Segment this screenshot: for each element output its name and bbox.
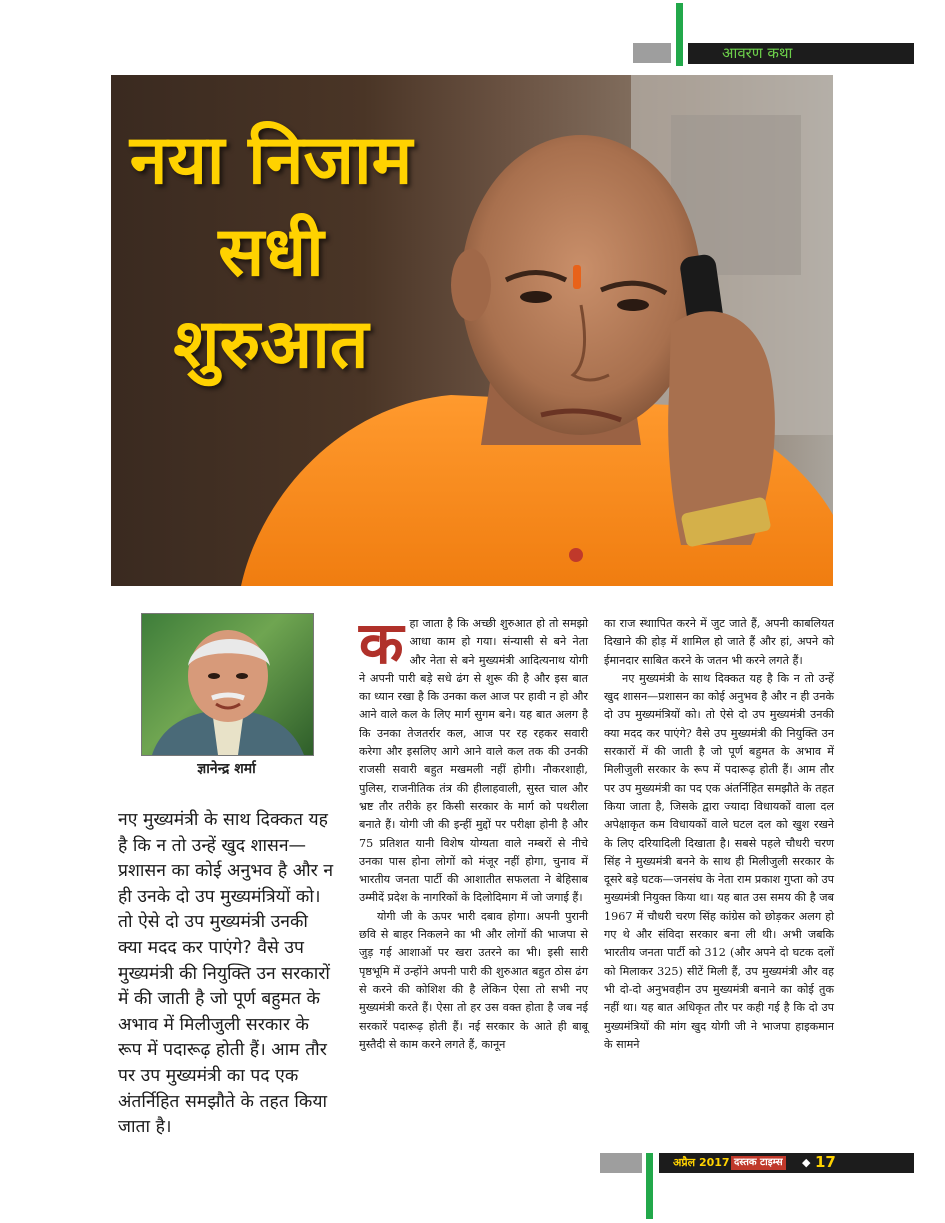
article-paragraph: नए मुख्यमंत्री के साथ दिक्कत यह है कि न तो उन्हें खुद शासन—प्रशासन का कोई अनुभव है और न ही उनके दो उप मुख्यमंत्रियों को। तो ऐसे दो उप मुख्यमंत्री उनकी क्या मदद कर पाएंगे? वैसे उप मुख्यमंत्री की नियुक्ति उन सरकारों में की जाती है जो पूर्ण बहुमत के अभाव में मिलीजुली सरकार के रूप में पदारूढ़ होती हैं। आम तौर पर उप मुख्यमंत्री का पद एक अंतर्निहित समझौते के तहत किया जाता है, जिसके द्वारा ज्यादा विधायकों वाला दल अपेक्षाकृत कम विधायकों वाले घटल दल को खुश रखने के लिए दरियादिली दिखाता है। सबसे पहले चौधरी चरण सिंह ने मुख्यमंत्री बनने के साथ ही मिलीजुली सरकार के दूसरे बड़े घटक—जनसंघ के नेता राम प्रकाश गुप्ता को उप मुख्यमंत्री नियुक्त किया था। यह बात उस समय की है जब 1967 में चौधरी चरण सिंह कांग्रेस को छोड़कर अलग हो गए थे और संविदा सरकार बना ली थी। अभी जबकि भारतीय जनता पार्टी को 312 (और अपने दो घटक दलों को मिलाकर 325) सीटें मिली हैं, उप मुख्यमंत्री और वह भी दो-दो अनुभवहीन उप मुख्यमंत्री बनाने का कोई तुक नहीं था। यह बात अधिकृत तौर पर कही गई है कि दो उप मुख्यमंत्रियों की मांग खुद योगी जी ने भाजपा हाइकमान के सामने [604, 671, 834, 1051]
header-gray-block [633, 43, 671, 63]
footer-gray-block [600, 1153, 642, 1173]
author-photo [141, 613, 314, 756]
article-column-1 [359, 609, 588, 1054]
article-paragraph: का राज स्थाापित करने में जुट जाते हैं, अपनी काबलियत दिखाने की होड़ में शामिल हो जाते हैं और हां, अपने को ईमानदार साबित करने के जतन भी करने लगते हैं। [604, 617, 834, 667]
header-green-rule [676, 3, 683, 66]
author-name: ज्ञानेन्द्र शर्मा [197, 761, 256, 777]
headline-line-2: सधी [218, 213, 324, 292]
footer-bar [659, 1153, 914, 1173]
drop-cap: क [359, 609, 404, 677]
article-column-2 [604, 615, 834, 1054]
section-header-bar [688, 43, 914, 64]
issue-month: अप्रैल 2017 [673, 1156, 730, 1169]
section-label: आवरण कथा [722, 44, 793, 62]
hero-photo [111, 75, 833, 586]
headline-line-1: नया निजाम [129, 121, 413, 200]
article-paragraph: हा जाता है कि अच्छी शुरुआत हो तो समझो आधा काम हो गया। संन्यासी से बने नेता और नेता से बने मुख्यमंत्री आदित्यनाथ योगी ने अपनी पारी बड़े सधे ढंग से शुरू की है और इस बात का ध्यान रखा है कि उनका कल आज पर हावी न हो और आने वाले कल के लिए मार्ग सुगम बने। यह बात अलग है कि उनका तेजतर्रार कल, आज पर रह रहकर सवारी करेगा और इसलिए आगे आने वाले कल तक की उनकी राजसी सवारी बहुत मखमली नहीं होगी। नौकरशाही, पुलिस, राजनीतिक तंत्र की हीलाहवाली, सुस्त चाल और भ्रष्ट तौर तरीके हर किसी सरकार के मार्ग को पथरीला बनाते हैं। योगी जी की इन्हीं मुद्दों पर परीक्षा होनी है और 75 प्रतिशत यानी विशेष योग्यता वाले नम्बरों से नीचे उनका पास होना लोगों को मंजूर नहीं होगा, चुनाव में भारतीय जनता पार्टी की आशातीत सफलता ने बेहिसाब उम्मीदें प्रदेश के नागरिकों के दिलोदिमाग में जो जगाई हैं। [359, 617, 588, 905]
pull-quote: नए मुख्यमंत्री के साथ दिक्कत यह है कि न तो उन्हें खुद शासन—प्रशासन का कोई अनुभव है और न ही उनके दो उप मुख्यमंत्रियों को। तो ऐसे दो उप मुख्यमंत्री उनकी क्या मदद कर पाएंगे? वैसे उप मुख्यमंत्री की नियुक्ति उन सरकारों में की जाती है जो पूर्ण बहुमत के अभाव में मिलीजुली सरकार के रूप में पदारूढ़ होती हैं। आम तौर पर उप मुख्यमंत्री का पद एक अंतर्निहित समझौते के तहत किया जाता है। [118, 810, 334, 1138]
headline [111, 115, 431, 391]
page-number: 17 [815, 1153, 836, 1171]
headline-line-3: शुरुआत [173, 305, 369, 384]
footer-green-rule [646, 1153, 653, 1219]
magazine-logo: दस्तक टाइम्स [731, 1156, 786, 1170]
article-paragraph: योगी जी के ऊपर भारी दबाव होगा। अपनी पुरानी छवि से बाहर निकलने का भी और लोगों की भाजपा से जुड़ गई आशाओं पर खरा उतरने का भी। इसी सारी पृष्ठभूमि में उन्होंने अपनी पारी की शुरुआत बहुत ठोस ढंग से करने की कोशिश की है लेकिन ऐसा तो सभी नए मुख्यमंत्री करते हैं। ऐसा तो हर उस वक्त होता है जब नई सरकारें पदारूढ़ होती हैं। नई सरकार के आते ही बाबू मुस्तैदी से काम करने लगते हैं, कानून [359, 909, 588, 1051]
author-portrait-illustration [142, 614, 313, 755]
separator-icon: ◆ [802, 1156, 811, 1169]
